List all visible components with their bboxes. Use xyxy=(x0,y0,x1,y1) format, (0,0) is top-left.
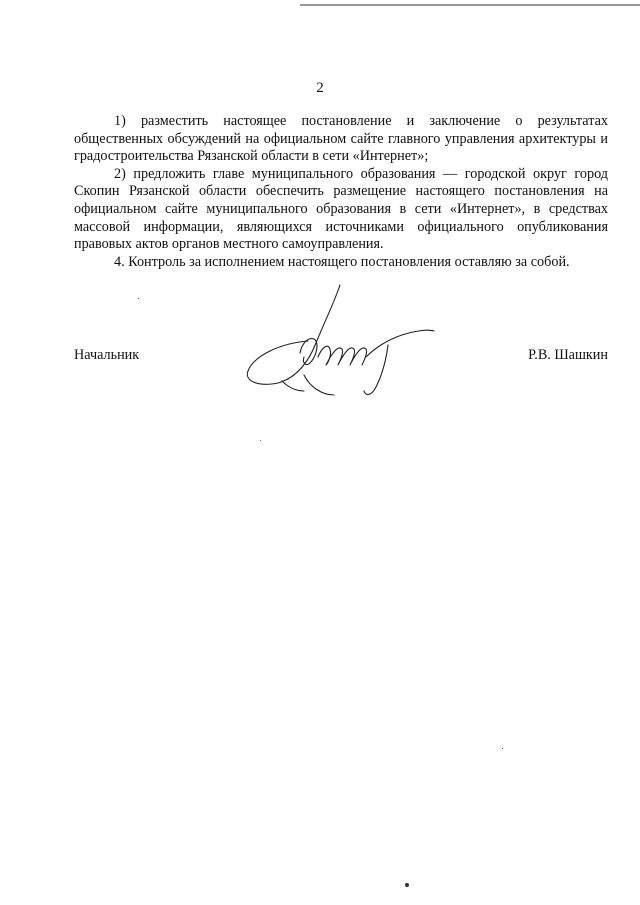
scan-speck xyxy=(138,298,139,299)
paragraph-2: 2) предложить главе муниципального образования — городской округ город Скопин Рязанской области обеспечить размещение настоящего постановления на официальном сайте муниципального образования в сети «Интернет», в средствах массовой информации, являющихся источниками официального опубликования правовых актов органов местного самоуправления. xyxy=(74,165,608,253)
document-body xyxy=(74,113,608,271)
handwritten-signature xyxy=(238,283,438,403)
scan-edge-line xyxy=(300,4,640,6)
paragraph-1: 1) разместить настоящее постановление и заключение о результатах общественных обсуждений на официальном сайте главного управления архитектуры и градостроительства Рязанской области в сети «Интернет»; xyxy=(74,113,608,165)
signer-name: Р.В. Шашкин xyxy=(528,347,608,363)
position-title: Начальник xyxy=(74,347,140,363)
scan-speck xyxy=(502,748,503,749)
scan-speck xyxy=(260,440,261,441)
scan-speck xyxy=(405,883,409,887)
paragraph-3: 4. Контроль за исполнением настоящего постановления оставляю за собой. xyxy=(114,253,570,270)
page-number: 2 xyxy=(316,80,324,96)
